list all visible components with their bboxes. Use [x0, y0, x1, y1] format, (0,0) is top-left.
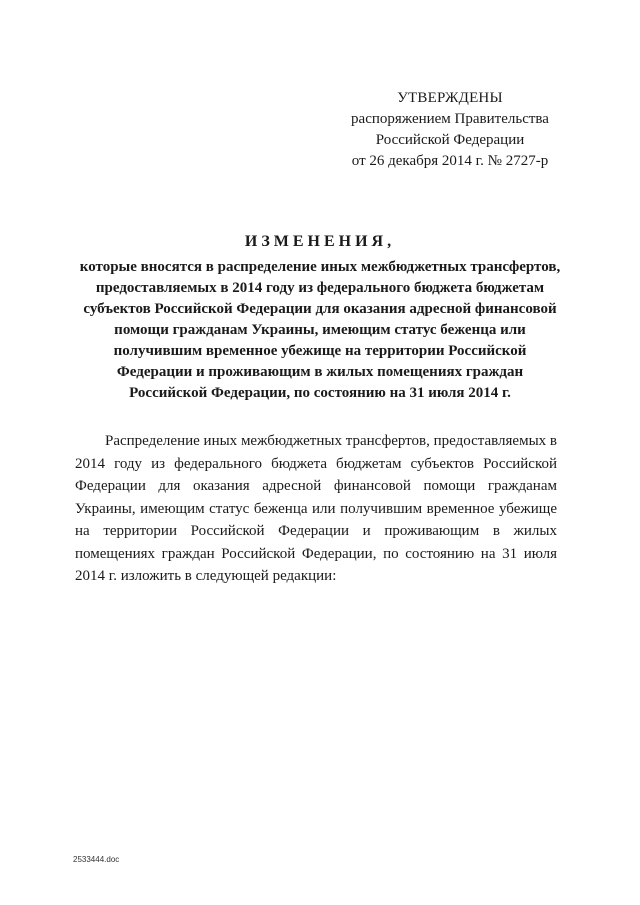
subtitle-line: получившим временное убежище на территории Российской: [113, 343, 527, 359]
subtitle-line: субъектов Российской Федерации для оказания адресной финансовой: [83, 301, 557, 317]
subtitle-line: Российской Федерации, по состоянию на 31 июля 2014 г.: [129, 385, 511, 401]
subtitle-line: Федерации и проживающим в жилых помещениях граждан: [116, 364, 524, 380]
subtitle-line: которые вносятся в распределение иных межбюджетных трансфертов,: [79, 259, 561, 275]
approval-date-number: от 26 декабря 2014 г. № 2727-р: [351, 153, 549, 169]
subtitle-line: помощи гражданам Украины, имеющим статус беженца или: [114, 322, 526, 338]
footer-filename: 2533444.doc: [73, 855, 120, 864]
approval-line: Российской Федерации: [375, 132, 525, 148]
document-title: ИЗМЕНЕНИЯ,: [244, 233, 396, 250]
approval-title: УТВЕРЖДЕНЫ: [397, 90, 503, 106]
approval-line: распоряжением Правительства: [351, 111, 549, 127]
document-heading: [70, 233, 570, 404]
document-subtitle: [70, 257, 570, 404]
subtitle-line: предоставляемых в 2014 году из федерального бюджета бюджетам: [95, 280, 545, 296]
body-paragraph: Распределение иных межбюджетных трансфертов, предоставляемых в 2014 году из федерального бюджета бюджетам субъектов Российской Федерации для оказания адресной финансовой помощи гражданам Украины, имеющим статус беженца или получившим временное убежище на территории Российской Федерации и проживающим в жилых помещениях граждан Российской Федерации, по состоянию на 31 июля 2014 г. изложить в следующей редакции:: [75, 433, 557, 584]
approval-block: [320, 88, 580, 172]
